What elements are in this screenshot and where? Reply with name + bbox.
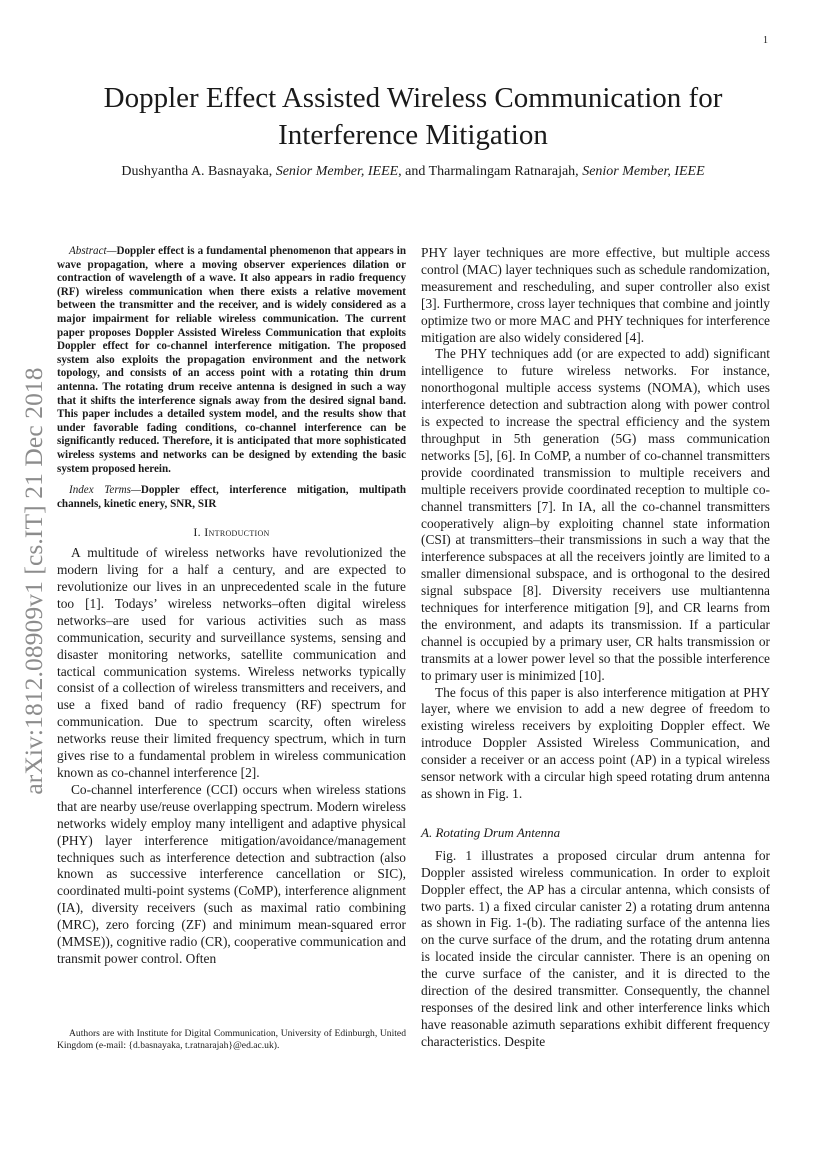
right-column <box>421 245 770 1051</box>
index-terms-lead: Index Terms— <box>69 484 141 497</box>
intro-paragraph-2: Co-channel interference (CCI) occurs when wireless stations that are nearby use/reuse overlapping spectrum. Modern wireless networks widely employ many intelligent and adaptive physical (PHY) layer interference mitigation/avoidance/management techniques such as interference detection and subtraction (also known as successive interference cancellation or SIC), coordinated multi-point systems (CoMP), interference alignment (IA), diversity receivers (such as maximal ratio combining (MRC), zero forcing (ZF) and minimum mean-squared error (MMSE)), cognitive radio (CR), cooperative communication and transmit power control. Often <box>57 781 406 966</box>
abstract-lead: Abstract— <box>69 245 117 257</box>
left-column <box>57 245 406 968</box>
abstract-text: Doppler effect is a fundamental phenomenon that appears in wave propagation, where a moving observer experiences dilation or contraction of wavelength of a wave. It also appears in radio frequency (RF) wireless communication when there exists a relative movement between the transmitter and the receiver, and is widely considered as a major impairment for reliable wireless communication. The current paper proposes Doppler Assisted Wireless Communication that exploits Doppler effect for co-channel interference mitigation. The proposed system also exploits the propagation environment and the network topology, and consists of an access point with a rotating thin drum antenna. The rotating drum receive antenna is designed in such a way that it shifts the interference signals away from the desired signal band. This paper includes a detailed system model, and the results show that under favorable fading conditions, co-channel interference can be significantly reduced. Therefore, it is anticipated that more sophisticated wireless systems and networks can be designed by extending the basic system proposed herein. <box>57 245 406 475</box>
author-1-role: Senior Member, IEEE <box>275 164 399 179</box>
author-line <box>50 164 776 180</box>
arxiv-stamp <box>8 344 60 818</box>
index-terms-text: Doppler effect, interference mitigation, multipath channels, kinetic enery, SNR, SIR <box>57 484 406 510</box>
index-terms <box>57 484 406 511</box>
author-2-role: Senior Member, IEEE <box>582 164 705 179</box>
paper-title: Doppler Effect Assisted Wireless Communication for Interference Mitigation <box>103 82 723 151</box>
arxiv-stamp-text: arXiv:1812.08909v1 [cs.IT] 21 Dec 2018 <box>19 367 48 795</box>
author-1-name: Dushyantha A. Basnayaka, <box>121 164 273 179</box>
author-conjunction: , and Tharmalingam Ratnarajah, <box>398 164 579 179</box>
section-heading-introduction: I. Introduction <box>193 525 270 540</box>
abstract <box>57 245 406 476</box>
subsection-heading-rotating-drum: A. Rotating Drum Antenna <box>421 824 561 840</box>
page-number: 1 <box>763 35 768 46</box>
intro-paragraph-4: The focus of this paper is also interference mitigation at PHY layer, where we envision to add a new degree of freedom to existing wireless receivers by exploiting Doppler effect. We introduce Doppler Assisted Wireless Communication, and consider a receiver or an access point (AP) in a typical wireless sensor network with a circular high speed rotating drum antenna as shown in Fig. 1. <box>421 684 770 801</box>
intro-paragraph-3: The PHY techniques add (or are expected to add) significant intelligence to future wireless networks. For instance, nonorthogonal multiple access systems (NOMA), which uses interference detection and subtraction along with power control is expected to increase the spectral efficiency and the system throughput in 5th generation (5G) mass communication networks [5], [6]. In CoMP, a number of co-channel transmitters provide coordinated transmission to multiple receivers and multiple receivers provide coordinated reception to multiple co-channel transmitters [7]. In IA, all the co-channel transmitters cooperatively align–by exploiting channel state information (CSI) at transmitters–their transmissions in such a way that the interference subspaces at all the receivers jointly are limited to a smaller dimensional subspace, and is orthogonal to the desired signal subspace [8]. Diversity receivers use multiantenna techniques for interference mitigation [9], and CR learns from the environment, and adapts its transmission. If a particular channel is occupied by a primary user, CR halts transmission or transmits at a lower power level so that the possible interference to primary user is minimized [10]. <box>421 346 770 683</box>
rotating-drum-paragraph: Fig. 1 illustrates a proposed circular drum antenna for Doppler assisted wireless communication. In order to exploit Doppler effect, the AP has a circular antenna, which consists of two parts. 1) a fixed circular canister 2) a rotating drum antenna as shown in Fig. 1-(b). The radiating surface of the antenna lies on the curve surface of the drum, and the rotating drum antenna is located inside the circular cannister. There is an opening on the curve surface of the canister, and it is directed to the direction of the desired transmitter. Consequently, the channel responses of the desired link and other interference links which have reasonable azimuth separations exhibit different frequency characteristics. Despite <box>421 847 770 1049</box>
intro-paragraph-2-continued: PHY layer techniques are more effective, but multiple access control (MAC) layer techniques such as schedule randomization, measurement and rescheduling, and super controller also exist [3]. Furthermore, cross layer techniques that combine and jointly optimize two or more MAC and PHY techniques for interference mitigation are also widely considered [4]. <box>421 245 770 345</box>
intro-paragraph-1: A multitude of wireless networks have revolutionized the modern living for a half a century, and are expected to revolutionize our lives in an unprecedented scale in the future too [1]. Todays’ wireless networks–often digital wireless networks–are used for various activities such as mass communication, security and surveillance systems, sensing and disaster monitoring networks, satellite communication and tactical communication systems. Wireless networks typically consist of a collection of wireless transmitters and receivers, and use a fixed band of radio frequency (RF) spectrum for communication. Due to spectrum scarcity, often wireless networks reuse their limited frequency spectrum, which in turn gives rise to a fundamental problem in wireless communication known as co-channel interference [2]. <box>57 545 406 780</box>
author-footnote: Authors are with Institute for Digital Communication, University of Edinburgh, United Kingdom (e-mail: {d.basnayaka, t.ratnarajah}@ed.ac.uk). <box>57 1027 406 1051</box>
